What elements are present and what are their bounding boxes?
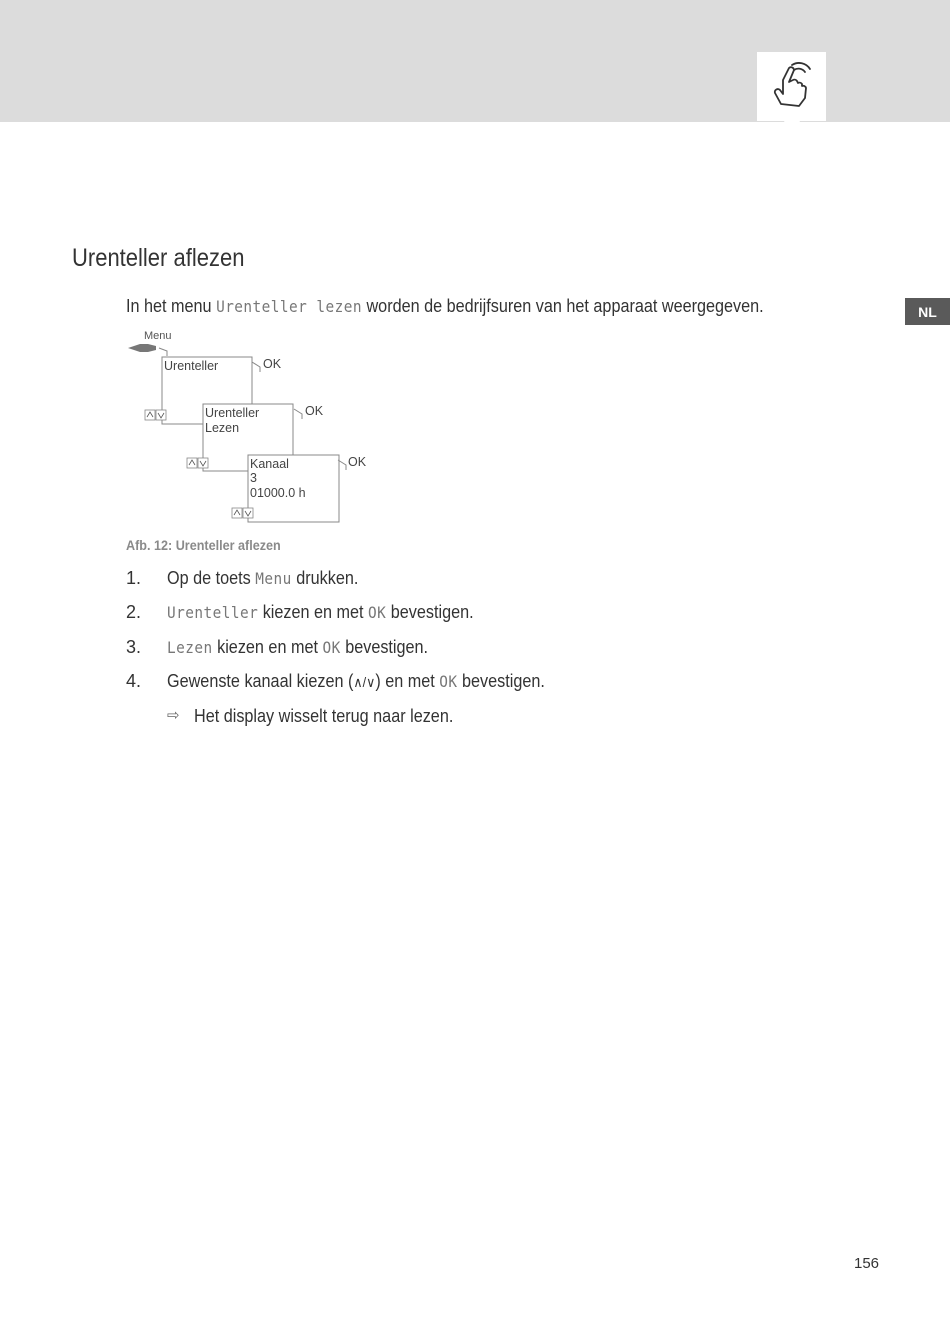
- step-text-part: Op de toets: [167, 568, 256, 588]
- step-text-part: Gewenste kanaal kiezen (: [167, 671, 354, 691]
- screen2-line1: Urenteller: [205, 406, 260, 420]
- arrow-keys-1: [145, 410, 166, 420]
- ok-press-arrow-1: [252, 362, 260, 372]
- touch-hand-icon: [767, 60, 817, 112]
- step-text-part: ) en met: [375, 671, 440, 691]
- arrow-keys-3: [232, 508, 253, 518]
- ok-label-3: OK: [348, 455, 367, 469]
- step-text: [167, 671, 545, 692]
- step-text-part: bevestigen.: [386, 602, 474, 622]
- step-code-lezen: Lezen: [167, 638, 213, 657]
- screen3-line1: Kanaal: [250, 457, 289, 471]
- screen2-line2: Lezen: [205, 421, 240, 435]
- step-text: [167, 568, 358, 589]
- ok-label-1: OK: [263, 357, 282, 371]
- step-number: 4.: [126, 671, 142, 691]
- step-code-ok: OK: [439, 672, 458, 691]
- menu-diagram: [126, 326, 386, 526]
- language-tab-nl[interactable]: NL: [905, 298, 950, 325]
- section-title: Urenteller aflezen: [72, 244, 245, 272]
- ok-press-arrow-2: [294, 409, 302, 419]
- pointing-hand-icon: [128, 344, 156, 352]
- step-code-ok: OK: [322, 638, 341, 657]
- step-text-part: kiezen en met: [258, 602, 369, 622]
- press-arrow-icon: [159, 348, 167, 356]
- result-text: Het display wisselt terug naar lezen.: [194, 706, 454, 726]
- intro-menu-code: Urenteller lezen: [216, 297, 362, 316]
- diagram-menu-label: Menu: [144, 330, 172, 342]
- step-code-urenteller: Urenteller: [167, 603, 259, 622]
- step-number: 1.: [126, 568, 142, 588]
- screen3-line2: 3: [250, 471, 257, 485]
- touch-icon-box: [757, 52, 826, 121]
- intro-paragraph: [126, 296, 764, 317]
- up-down-arrows-icon: ∧/∨: [353, 674, 376, 690]
- figure-caption: Afb. 12: Urenteller aflezen: [126, 537, 281, 553]
- step-text-part: bevestigen.: [457, 671, 545, 691]
- arrow-keys-2: [187, 458, 208, 468]
- page-number: 156: [854, 1255, 880, 1272]
- touch-icon-pointer: [784, 121, 800, 137]
- screen3-line3: 01000.0 h: [250, 486, 306, 500]
- step-code-menu: Menu: [255, 569, 292, 588]
- step-text-part: bevestigen.: [340, 637, 429, 657]
- step-text: [167, 637, 428, 658]
- ok-label-2: OK: [305, 404, 324, 418]
- step-text-part: drukken.: [291, 568, 359, 588]
- result-arrow-icon: ⇨: [167, 707, 180, 724]
- step-code-ok: OK: [368, 603, 387, 622]
- step-number: 3.: [126, 637, 142, 657]
- intro-text-before: In het menu: [126, 296, 217, 316]
- step-number: 2.: [126, 602, 142, 622]
- intro-text-after: worden de bedrijfsuren van het apparaat weergegeven.: [361, 296, 764, 316]
- step-text-part: kiezen en met: [212, 637, 323, 657]
- screen1-line1: Urenteller: [164, 359, 219, 373]
- step-text: [167, 602, 474, 623]
